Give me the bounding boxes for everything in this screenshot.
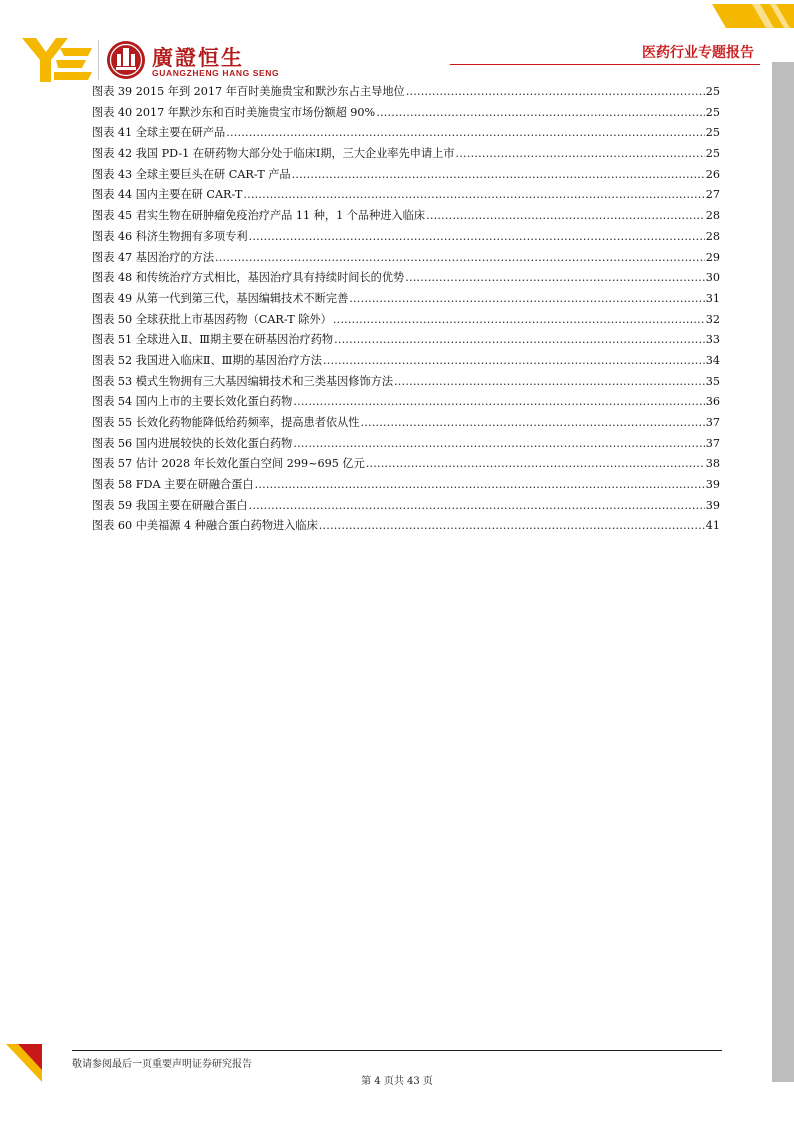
toc-leader <box>215 248 705 269</box>
logo-divider <box>98 40 99 80</box>
toc-leader <box>360 413 704 434</box>
toc-entry-39[interactable] <box>92 82 720 103</box>
toc-entry-page: 36 <box>705 395 720 409</box>
toc-entry-page: 41 <box>705 519 720 533</box>
toc-leader <box>323 351 705 372</box>
toc-entry-47[interactable] <box>92 248 720 269</box>
toc-entry-label: 图表 55 长效化药物能降低给药频率，提高患者依从性 <box>92 416 360 429</box>
toc-leader <box>334 330 705 351</box>
footer-disclaimer: 敬请参阅最后一页重要声明证券研究报告 <box>72 1059 252 1070</box>
toc-entry-label: 图表 57 估计 2028 年长效化蛋白空间 299~695 亿元 <box>92 457 365 471</box>
toc-entry-label: 图表 46 科济生物拥有多项专利 <box>92 229 248 243</box>
toc-entry-54[interactable] <box>92 392 720 413</box>
toc-entry-41[interactable] <box>92 123 720 144</box>
toc-entry-label: 图表 47 基因治疗的方法 <box>92 250 215 264</box>
toc-entry-page: 33 <box>705 333 720 347</box>
toc-entry-44[interactable] <box>92 185 720 206</box>
toc-entry-page: 25 <box>705 147 720 161</box>
toc-entry-label: 图表 43 全球主要巨头在研 CAR-T 产品 <box>92 167 291 181</box>
toc-entry-45[interactable] <box>92 206 720 227</box>
toc-entry-page: 29 <box>705 250 720 264</box>
toc-leader <box>333 310 705 331</box>
toc-entry-58[interactable] <box>92 475 720 496</box>
toc-entry-page: 27 <box>705 188 720 202</box>
toc-entry-60[interactable] <box>92 516 720 537</box>
toc-entry-page: 25 <box>705 85 720 98</box>
toc-leader <box>366 454 705 475</box>
toc-leader <box>243 185 704 206</box>
toc-leader <box>426 206 705 227</box>
header-rule <box>450 64 760 65</box>
figure-list <box>92 82 720 537</box>
right-side-bar <box>772 62 794 1082</box>
toc-leader <box>255 475 705 496</box>
toc-entry-55[interactable] <box>92 413 720 434</box>
toc-entry-label: 图表 59 我国主要在研融合蛋白 <box>92 498 248 512</box>
toc-leader <box>405 268 705 289</box>
toc-entry-43[interactable] <box>92 165 720 186</box>
corner-stripes-icon <box>712 4 794 28</box>
toc-entry-page: 30 <box>705 271 720 285</box>
toc-leader <box>394 372 705 393</box>
toc-entry-page: 38 <box>705 457 720 471</box>
toc-entry-label: 图表 45 君实生物在研肿瘤免疫治疗产品 11 种，1 个品种进入临床 <box>92 209 426 223</box>
toc-leader <box>376 103 705 124</box>
toc-leader <box>456 144 705 165</box>
toc-entry-label: 图表 40 2017 年默沙东和百时美施贵宝市场份额超 90% <box>92 105 376 119</box>
ye-logo-icon <box>22 38 92 82</box>
toc-entry-53[interactable] <box>92 372 720 393</box>
toc-entry-page: 39 <box>705 498 720 512</box>
toc-entry-label: 图表 56 国内进展较快的长效化蛋白药物 <box>92 436 293 450</box>
toc-entry-label: 图表 39 2015 年到 2017 年百时美施贵宝和默沙东占主导地位 <box>92 85 405 98</box>
toc-entry-label: 图表 58 FDA 主要在研融合蛋白 <box>92 478 254 492</box>
toc-entry-label: 图表 60 中美福源 4 种融合蛋白药物进入临床 <box>92 519 318 533</box>
brand-name-cn: 廣證恒生 <box>152 46 244 70</box>
toc-entry-label: 图表 49 从第一代到第三代，基因编辑技术不断完善 <box>92 291 349 305</box>
toc-leader <box>249 227 705 248</box>
toc-entry-page: 25 <box>705 105 720 119</box>
toc-leader <box>319 516 705 537</box>
toc-entry-page: 39 <box>705 478 720 492</box>
seal-logo-icon <box>106 40 146 80</box>
toc-entry-49[interactable] <box>92 289 720 310</box>
toc-leader <box>226 123 705 144</box>
toc-entry-52[interactable] <box>92 351 720 372</box>
toc-leader <box>406 82 705 103</box>
toc-leader <box>292 165 705 186</box>
toc-entry-label: 图表 52 我国进入临床Ⅱ、Ⅲ期的基因治疗方法 <box>92 353 322 367</box>
footer-rule <box>72 1050 722 1051</box>
toc-entry-56[interactable] <box>92 434 720 455</box>
toc-entry-page: 26 <box>705 167 720 181</box>
toc-entry-page: 32 <box>705 312 720 326</box>
toc-entry-page: 31 <box>705 291 720 305</box>
toc-leader <box>293 434 704 455</box>
toc-entry-page: 28 <box>705 229 720 243</box>
toc-entry-label: 图表 50 全球获批上市基因药物（CAR-T 除外） <box>92 312 332 326</box>
toc-entry-label: 图表 51 全球进入Ⅱ、Ⅲ期主要在研基因治疗药物 <box>92 333 334 347</box>
toc-entry-label: 图表 42 我国 PD-1 在研药物大部分处于临床Ⅰ期，三大企业率先申请上市 <box>92 147 455 161</box>
toc-leader <box>293 392 704 413</box>
toc-entry-page: 37 <box>705 436 720 450</box>
toc-entry-59[interactable] <box>92 496 720 517</box>
page-header <box>0 0 794 90</box>
toc-entry-page: 34 <box>705 353 720 367</box>
toc-leader <box>349 289 704 310</box>
toc-entry-48[interactable] <box>92 268 720 289</box>
toc-entry-label: 图表 48 和传统治疗方式相比，基因治疗具有持续时间长的优势 <box>92 271 405 285</box>
toc-entry-page: 25 <box>705 126 720 140</box>
report-title: 医药行业专题报告 <box>642 45 754 61</box>
toc-entry-57[interactable] <box>92 454 720 475</box>
toc-entry-42[interactable] <box>92 144 720 165</box>
toc-entry-40[interactable] <box>92 103 720 124</box>
toc-entry-label: 图表 54 国内上市的主要长效化蛋白药物 <box>92 395 293 409</box>
toc-entry-50[interactable] <box>92 310 720 331</box>
brand-name-en: GUANGZHENG HANG SENG <box>152 68 280 78</box>
toc-entry-46[interactable] <box>92 227 720 248</box>
toc-entry-page: 35 <box>705 374 720 388</box>
toc-entry-label: 图表 44 国内主要在研 CAR-T <box>92 188 243 202</box>
toc-entry-page: 28 <box>705 209 720 223</box>
toc-entry-label: 图表 53 模式生物拥有三大基因编辑技术和三类基因修饰方法 <box>92 374 394 388</box>
toc-entry-label: 图表 41 全球主要在研产品 <box>92 126 226 140</box>
toc-entry-page: 37 <box>705 416 720 429</box>
page-number: 第 4 页共 43 页 <box>361 1076 433 1087</box>
toc-leader <box>249 496 705 517</box>
toc-entry-51[interactable] <box>92 330 720 351</box>
